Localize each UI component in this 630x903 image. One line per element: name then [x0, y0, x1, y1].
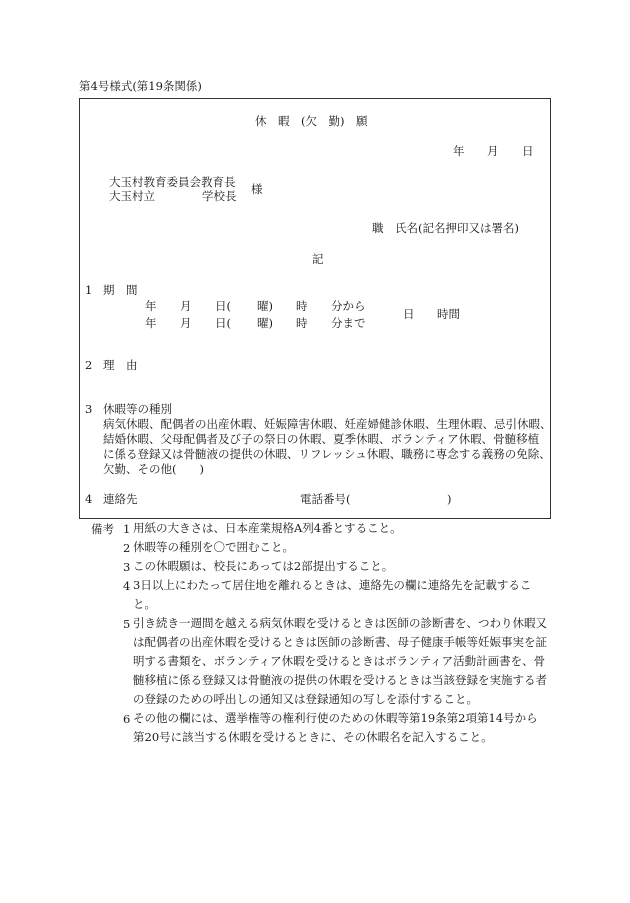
remark-text: 用紙の大きさは、日本産業規格A列4番とすること。: [133, 521, 402, 535]
leave-type-line: 結婚休暇、父母配偶者及び子の祭日の休暇、夏季休暇、ボランティア休暇、骨髄移植: [103, 432, 540, 446]
period-from-hour: 時: [296, 299, 308, 313]
period-from-dow: 曜): [257, 299, 273, 313]
phone-label: 電話番号(: [300, 492, 351, 506]
applicant-signature-line: 職 氏名(記名押印又は署名): [372, 221, 519, 235]
addressee-line2-village: 大玉村立: [109, 189, 155, 203]
period-to-month: 月: [180, 316, 192, 330]
period-from-month: 月: [180, 299, 192, 313]
remark-number: 4: [123, 579, 131, 593]
remark-number: 5: [123, 617, 131, 631]
date-month: 月: [487, 144, 499, 158]
period-to-dow: 曜): [257, 316, 273, 330]
remark-text: この休暇願は、校長にあっては2部提出すること。: [133, 559, 394, 573]
contact-label: 連絡先: [103, 492, 138, 506]
remark-number: 1: [123, 522, 131, 536]
period-number: 1: [85, 283, 93, 297]
period-to-hour: 時: [296, 316, 308, 330]
remark-text: 休暇等の種別を〇で囲むこと。: [133, 540, 294, 554]
leave-type-line: 病気休暇、配偶者の出産休暇、妊娠障害休暇、妊産婦健診休暇、生理休暇、忌引休暇、: [103, 417, 552, 431]
leave-type-label: 休暇等の種別: [103, 402, 172, 416]
date-day: 日: [522, 144, 534, 158]
period-hours: 時間: [437, 307, 460, 321]
period-to-year: 年: [145, 316, 157, 330]
remark-text: 引き続き一週間を越える病気休暇を受けるときは医師の診断書を、つわり休暇又は配偶者の出産休暇を受けるときは医師の診断書、母子健康手帳等妊娠事実を証明する書類を、ボランティア休暇を受けるときはボランティア活動計画書を、骨髄移植に係る登録又は骨髄液の提供の休暇を受けるときは当該登録を実施する者の登録のための呼出しの通知又は登録通知の写しを添付すること。: [133, 616, 547, 706]
reason-number: 2: [85, 358, 93, 372]
leave-type-line: 欠勤、その他( ): [103, 462, 204, 476]
period-to-day: 日(: [215, 316, 231, 330]
date-year: 年: [453, 144, 465, 158]
ki-heading: 記: [312, 252, 324, 266]
leave-type-number: 3: [85, 402, 93, 416]
remark-number: 6: [123, 712, 131, 726]
addressee-line1: 大玉村教育委員会教育長: [109, 175, 236, 189]
form-number-label: 第4号様式(第19条関係): [79, 79, 202, 93]
phone-close: ): [447, 492, 452, 506]
remark-text: 3日以上にわたって居住地を離れるときは、連絡先の欄に連絡先を記載すること。: [133, 578, 532, 611]
period-from-day: 日(: [215, 299, 231, 313]
period-label: 期 間: [103, 283, 138, 297]
remarks-heading: 備考: [91, 522, 114, 536]
form-title: 休 暇 (欠 勤) 願: [255, 114, 368, 128]
remark-text: その他の欄には、選挙権等の権利行使のための休暇等第19条第2項第14号から第20号に該当する休暇を受けるときに、その休暇名を記入すること。: [133, 711, 538, 744]
leave-type-line: に係る登録又は骨髄液の提供の休暇、リフレッシュ休暇、職務に専念する義務の免除、: [103, 447, 551, 461]
contact-number: 4: [85, 492, 93, 506]
remark-number: 2: [123, 541, 131, 555]
remark-number: 3: [123, 560, 131, 574]
addressee-honorific: 様: [251, 182, 263, 196]
period-to-minute: 分まで: [331, 316, 366, 330]
period-from-minute: 分から: [331, 299, 366, 313]
reason-label: 理 由: [103, 358, 138, 372]
period-days: 日: [403, 307, 415, 321]
period-from-year: 年: [145, 299, 157, 313]
addressee-line2-principal: 学校長: [202, 189, 237, 203]
